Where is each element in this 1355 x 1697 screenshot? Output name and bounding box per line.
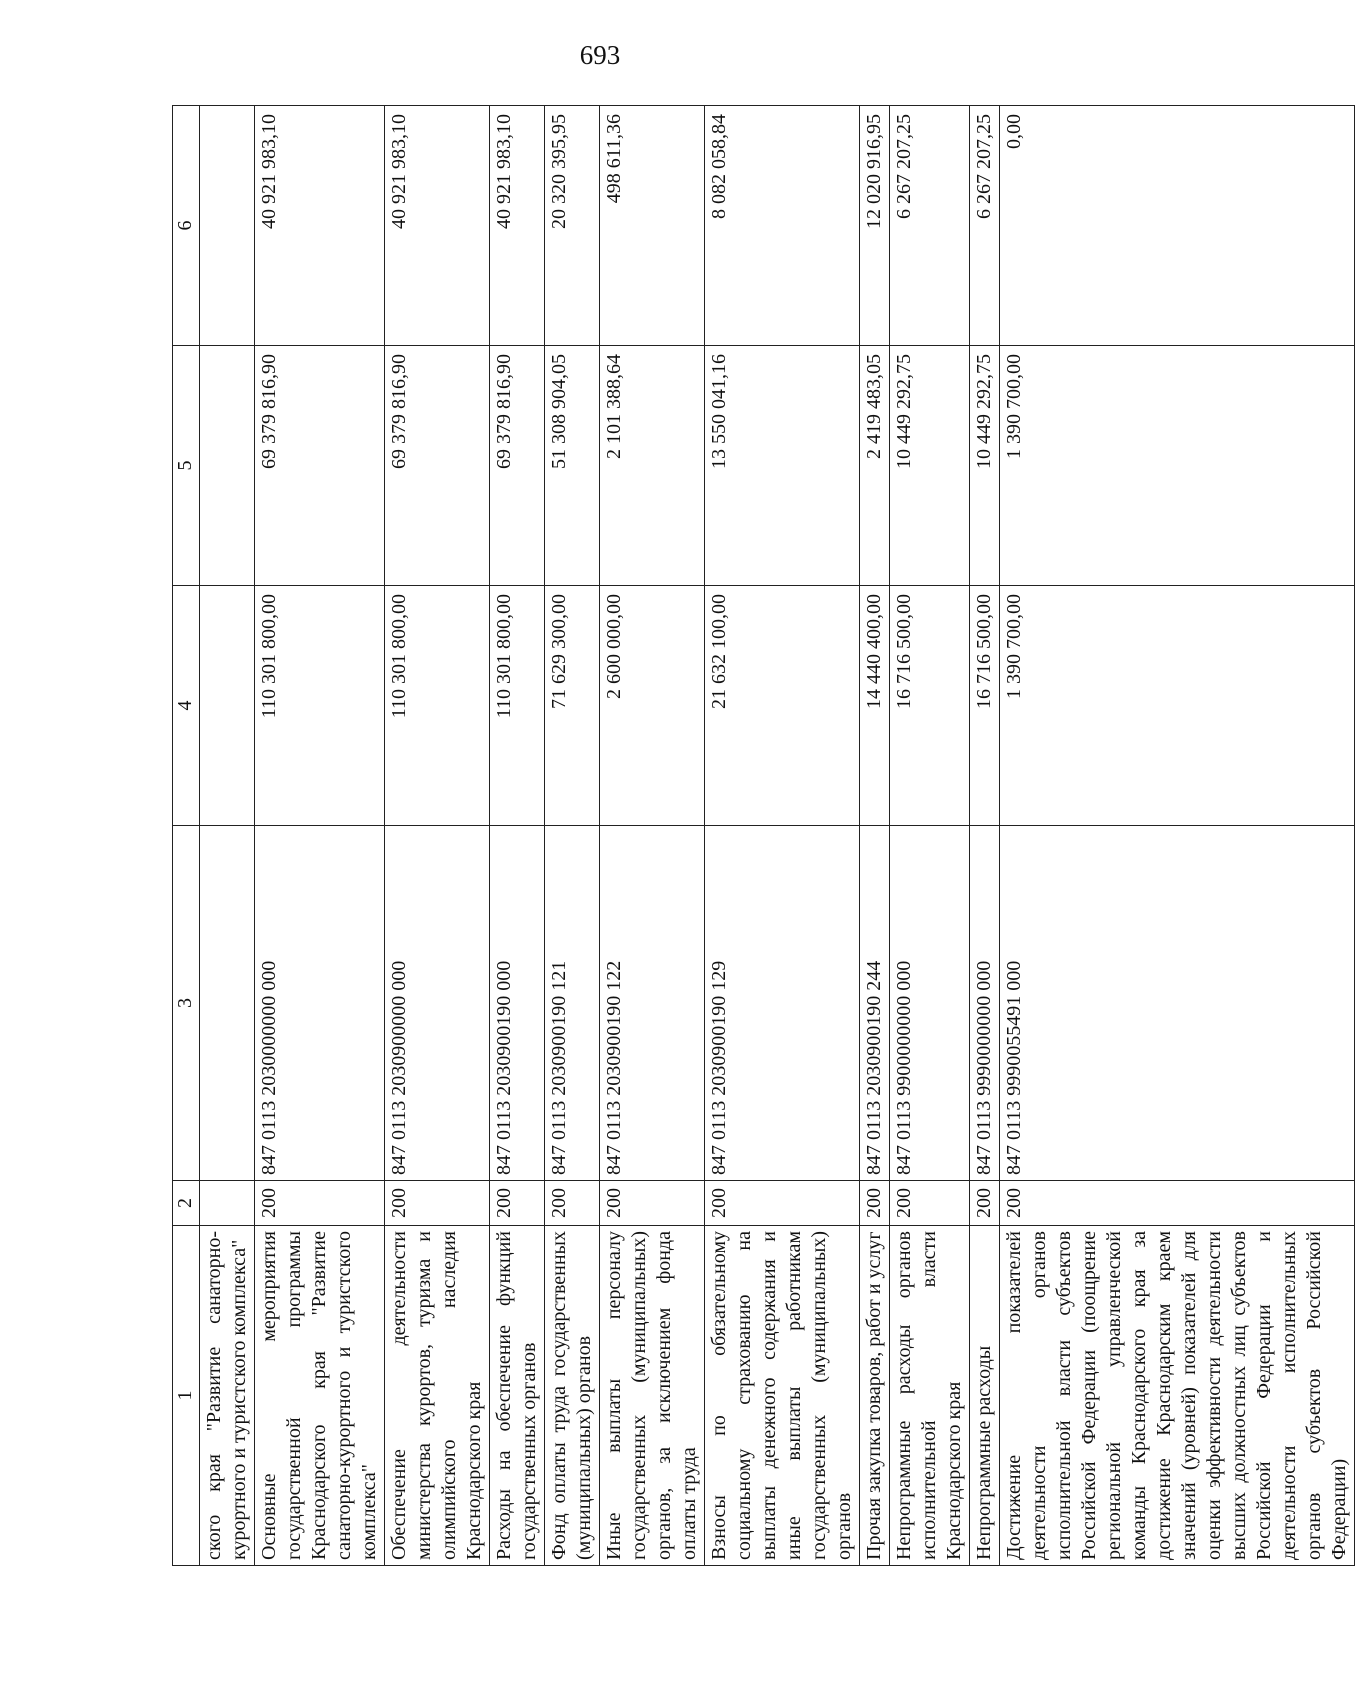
row-csr: 847 0113 9990055491 000 <box>1000 826 1355 1181</box>
row-value-col5 <box>200 346 255 586</box>
table-row <box>1000 106 1355 1566</box>
page-number: 693 <box>579 40 621 70</box>
row-value-col6: 20 320 395,95 <box>545 106 600 346</box>
row-name: Прочая закупка товаров, работ и услуг <box>860 1226 890 1566</box>
row-value-col4: 21 632 100,00 <box>705 586 860 826</box>
header-row <box>173 106 200 1566</box>
row-csr: 847 0113 2030900190 121 <box>545 826 600 1181</box>
row-value-col5: 2 101 388,64 <box>600 346 705 586</box>
row-csr: 847 0113 2030000000 000 <box>255 826 385 1181</box>
row-value-col5: 1 390 700,00 <box>1000 346 1355 586</box>
row-value-col4: 110 301 800,00 <box>385 586 490 826</box>
row-value-col6: 0,00 <box>1000 106 1355 346</box>
row-code: 200 <box>970 1181 1000 1226</box>
row-csr: 847 0113 2030900190 129 <box>705 826 860 1181</box>
row-name: Взносы по обязательному социальному страхованию на выплаты денежного содержания и иные выплаты работникам государственных (муниципальных) органов <box>705 1226 860 1566</box>
row-code <box>200 1181 255 1226</box>
row-value-col6: 6 267 207,25 <box>890 106 970 346</box>
row-csr: 847 0113 2030900190 122 <box>600 826 705 1181</box>
budget-table <box>172 105 1355 1566</box>
row-value-col6: 6 267 207,25 <box>970 106 1000 346</box>
header-col-3: 3 <box>173 826 200 1181</box>
row-value-col4: 14 440 400,00 <box>860 586 890 826</box>
row-code: 200 <box>545 1181 600 1226</box>
row-code: 200 <box>890 1181 970 1226</box>
row-value-col6: 12 020 916,95 <box>860 106 890 346</box>
table-row <box>705 106 860 1566</box>
row-value-col6: 8 082 058,84 <box>705 106 860 346</box>
row-csr: 847 0113 9990000000 000 <box>970 826 1000 1181</box>
row-csr: 847 0113 2030900190 000 <box>490 826 545 1181</box>
table-row <box>860 106 890 1566</box>
row-value-col5: 13 550 041,16 <box>705 346 860 586</box>
table-row <box>600 106 705 1566</box>
row-name: Достижение показателей деятельности органов исполнительной власти субъектов Российской Федерации (поощрение региональной управленческой команды Краснодарского края за достижение Краснодарским краем значений (уровней) показателей для оценки эффективности деятельности высших должностных лиц субъектов Российской Федерации и деятельности исполнительных органов субъектов Российской Федерации) <box>1000 1226 1355 1566</box>
row-value-col6 <box>200 106 255 346</box>
header-col-2: 2 <box>173 1181 200 1226</box>
row-name: Фонд оплаты труда государственных (муниципальных) органов <box>545 1226 600 1566</box>
header-col-1: 1 <box>173 1226 200 1566</box>
row-value-col5: 69 379 816,90 <box>490 346 545 586</box>
row-value-col4: 110 301 800,00 <box>255 586 385 826</box>
table-row <box>255 106 385 1566</box>
row-value-col5: 10 449 292,75 <box>970 346 1000 586</box>
row-csr: 847 0113 9900000000 000 <box>890 826 970 1181</box>
row-csr: 847 0113 2030900190 244 <box>860 826 890 1181</box>
header-col-4: 4 <box>173 586 200 826</box>
row-value-col4: 71 629 300,00 <box>545 586 600 826</box>
row-name: Иные выплаты персоналу государственных (муниципальных) органов, за исключением фонда оплаты труда <box>600 1226 705 1566</box>
table-row <box>890 106 970 1566</box>
header-col-6: 6 <box>173 106 200 346</box>
row-code: 200 <box>860 1181 890 1226</box>
row-code: 200 <box>1000 1181 1355 1226</box>
table-row <box>200 106 255 1566</box>
table-row <box>490 106 545 1566</box>
row-value-col4: 16 716 500,00 <box>890 586 970 826</box>
row-value-col6: 40 921 983,10 <box>385 106 490 346</box>
row-value-col5: 69 379 816,90 <box>385 346 490 586</box>
row-code: 200 <box>490 1181 545 1226</box>
row-value-col4: 16 716 500,00 <box>970 586 1000 826</box>
row-value-col4: 2 600 000,00 <box>600 586 705 826</box>
row-name: Расходы на обеспечение функций государственных органов <box>490 1226 545 1566</box>
row-name: Основные мероприятия государственной программы Краснодарского края "Развитие санаторно-курортного и туристского комплекса" <box>255 1226 385 1566</box>
row-name: ского края "Развитие санаторно-курортного и туристского комплекса" <box>200 1226 255 1566</box>
row-csr <box>200 826 255 1181</box>
row-code: 200 <box>705 1181 860 1226</box>
row-csr: 847 0113 2030900000 000 <box>385 826 490 1181</box>
row-value-col4 <box>200 586 255 826</box>
table-row <box>385 106 490 1566</box>
row-value-col5: 69 379 816,90 <box>255 346 385 586</box>
rotated-table-container <box>172 106 1350 1566</box>
row-code: 200 <box>600 1181 705 1226</box>
row-name: Обеспечение деятельности министерства курортов, туризма и олимпийского наследия Краснодарского края <box>385 1226 490 1566</box>
row-value-col4: 110 301 800,00 <box>490 586 545 826</box>
row-value-col6: 498 611,36 <box>600 106 705 346</box>
row-code: 200 <box>255 1181 385 1226</box>
table-row <box>970 106 1000 1566</box>
row-value-col5: 2 419 483,05 <box>860 346 890 586</box>
row-value-col6: 40 921 983,10 <box>255 106 385 346</box>
row-name: Непрограммные расходы <box>970 1226 1000 1566</box>
row-code: 200 <box>385 1181 490 1226</box>
row-name: Непрограммные расходы органов исполнительной власти Краснодарского края <box>890 1226 970 1566</box>
table-row <box>545 106 600 1566</box>
header-col-5: 5 <box>173 346 200 586</box>
row-value-col4: 1 390 700,00 <box>1000 586 1355 826</box>
row-value-col6: 40 921 983,10 <box>490 106 545 346</box>
row-value-col5: 51 308 904,05 <box>545 346 600 586</box>
row-value-col5: 10 449 292,75 <box>890 346 970 586</box>
